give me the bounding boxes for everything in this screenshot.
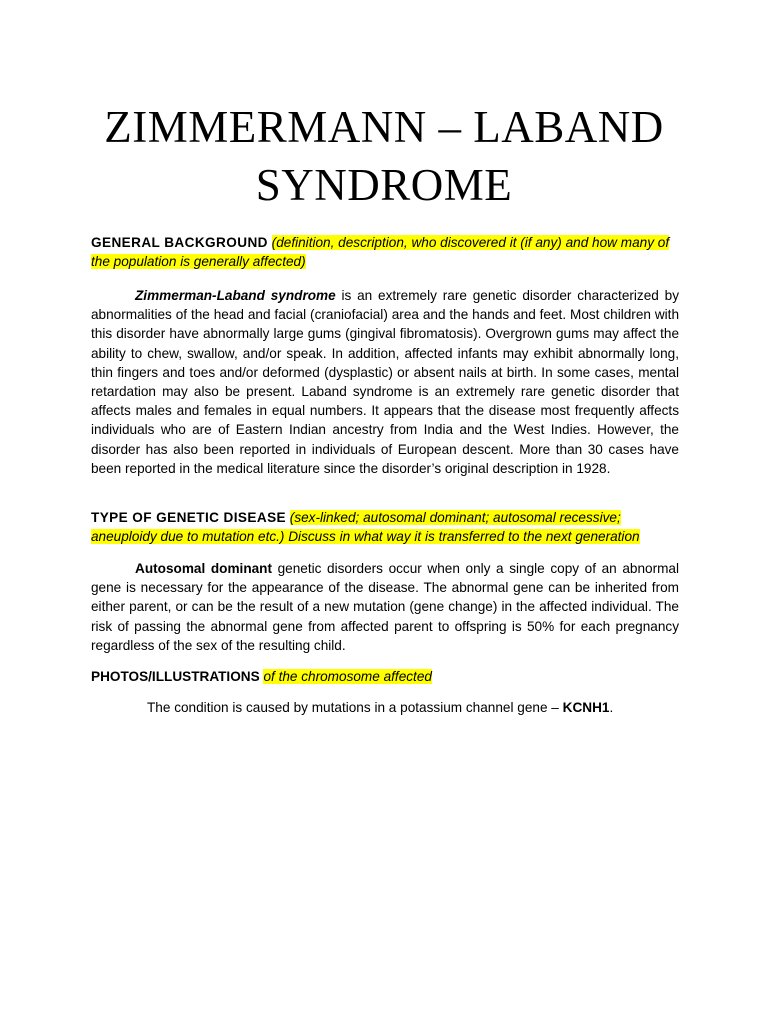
gene-sentence-text: The condition is caused by mutations in a potassium channel gene – (147, 700, 563, 715)
photos-label: PHOTOS/ILLUSTRATIONS (91, 669, 260, 684)
genetic-type-label: TYPE OF GENETIC DISEASE (91, 510, 287, 525)
document-title (60, 98, 708, 214)
photos-heading (91, 667, 679, 686)
gene-sentence-end: . (609, 700, 614, 715)
general-background-label: GENERAL BACKGROUND (91, 235, 268, 250)
title-line-1: ZIMMERMANN – LABAND (104, 102, 664, 152)
general-background-heading (91, 233, 679, 271)
gene-sentence (91, 698, 679, 717)
general-background-paragraph (91, 286, 679, 478)
gene-name: KCNH1 (562, 700, 610, 715)
genetic-type-hint: (sex-linked; autosomal dominant; autosomal recessive; aneuploidy due to mutation etc.) Discuss in what way it is transferred to the next generation (91, 510, 640, 544)
general-background-hint: (definition, description, who discovered it (if any) and how many of the population is generally affected) (91, 235, 670, 269)
genetic-type-paragraph (91, 559, 679, 655)
general-background-text: is an extremely rare genetic disorder characterized by abnormalities of the head and facial (craniofacial) area and the hands and feet. Most children with this disorder have abnormally large gums (gingival fibromatosis). Overgrown gums may affect the ability to chew, swallow, and/or speak. In addition, affected infants may exhibit abnormally long, thin fingers and toes and/or deformed (dysplastic) or absent nails at birth. In some cases, mental retardation may also be present. Laband syndrome is an extremely rare genetic disorder that affects males and females in equal numbers. It appears that the disease most frequently affects individuals who are of Eastern Indian ancestry from India and the West Indies. However, the disorder has also been reported in individuals of European descent. More than 30 cases have been reported in the medical literature since the disorder’s original description in 1928. (91, 288, 679, 476)
genetic-type-heading (91, 508, 679, 546)
photos-hint: of the chromosome affected (263, 669, 432, 684)
genetic-type-text: genetic disorders occur when only a single copy of an abnormal gene is necessary for the appearance of the disease. The abnormal gene can be inherited from either parent, or can be the result of a new mutation (gene change) in the affected individual. The risk of passing the abnormal gene from affected parent to offspring is 50% for each pregnancy regardless of the sex of the resulting child. (91, 561, 679, 653)
syndrome-name: Zimmerman-Laband syndrome (135, 288, 336, 303)
inheritance-type: Autosomal dominant (135, 561, 273, 576)
title-line-2: SYNDROME (255, 160, 513, 210)
